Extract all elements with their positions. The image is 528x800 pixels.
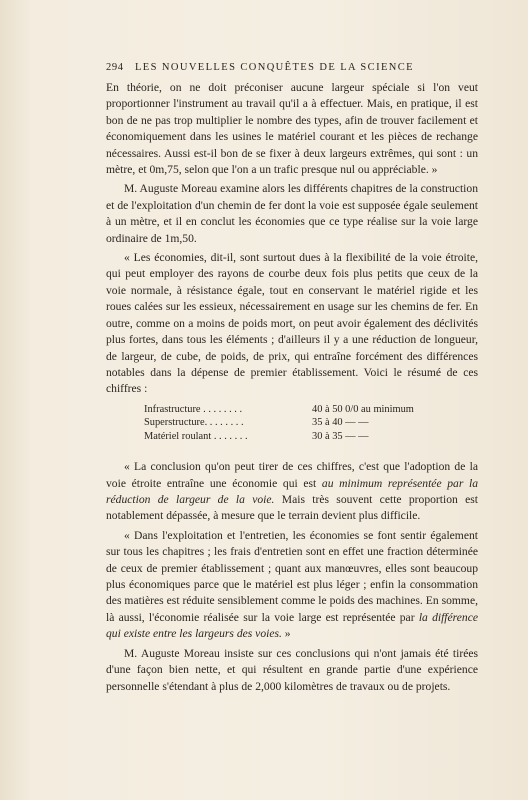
row-value: 40 à 50 0/0 au minimum — [312, 403, 414, 415]
paragraph-5-end: » — [281, 627, 291, 641]
paragraph-4-start: « La conclusion qu'on peut tirer de ces chiffres, c'est que l'adoption de la voie étroite entraîne une économie qui est — [106, 460, 478, 490]
row-value: 30 à 35 — — — [312, 430, 369, 442]
table-row — [144, 430, 478, 444]
paragraph-4-italic: au minimum représentée par la réduction de largeur de la voie. — [106, 476, 478, 507]
paragraph-6: M. Auguste Moreau insiste sur ces conclusions qui n'ont jamais été tirées d'une façon bien nette, et qui résultent en grande partie d'une expérience personnelle s'étendant à plus de 2,000 kilomètres de travaux ou de projets. — [106, 646, 478, 693]
table-row — [144, 403, 478, 417]
table-row — [144, 416, 478, 430]
paragraph-5-start: « Dans l'exploitation et l'entretien, les économies se font sentir également sur tous les chapitres ; les frais d'entretien sont en effet une fraction déterminée de ceux de premier établissement ; quant aux manœuvres, elles sont beaucoup plus économiques parce que le matériel est plus léger ; enfin la consommation des matières est réduite sensiblement comme le poids des machines. En somme, là aussi, l'économie réalisée sur la voie large est représentée par — [106, 528, 478, 624]
paragraph-5 — [106, 528, 478, 643]
paragraph-3: « Les économies, dit-il, sont surtout dues à la flexibilité de la voie étroite, qui peut employer des rayons de courbe deux fois plus petits que ceux de la voie normale, à résistance égale, tout en conservant le matériel rigide et les roues calées sur les essieux, nécessairement en usage sur les chemins de fer. En outre, comme on a moins de poids mort, on peut avoir également des déclivités plus fortes, dans tous les éléments ; d'ailleurs il y a une réduction de longueur, de largeur, de cube, de poids, de prix, qui entraîne forcément des différences notables dans la dépense de premier établissement. Voici le résumé de ces chiffres : — [106, 251, 478, 396]
paragraph-5-italic: la différence qui existe entre les largeurs des voies. — [106, 610, 478, 641]
page-body — [106, 80, 478, 695]
row-label: Infrastructure . . . . . . . . — [144, 403, 243, 415]
page-number: 294 — [106, 62, 124, 73]
row-label: Superstructure. . . . . . . . — [144, 417, 244, 429]
row-label: Matériel roulant . . . . . . . — [144, 430, 248, 442]
page-header — [106, 62, 478, 73]
figures-table — [144, 403, 478, 444]
running-title: LES NOUVELLES CONQUÊTES DE LA SCIENCE — [134, 62, 414, 73]
paragraph-4-end: Mais très souvent cette proportion est notablement dépassée, à mesure que le terrain devient plus difficile. — [106, 493, 479, 523]
paragraph-2: M. Auguste Moreau examine alors les différents chapitres de la construction et de l'exploitation d'un chemin de fer dont la voie est supposée égale seulement à un mètre, et il en conclut les économies que ce type réalise sur la voie large ordinaire de 1m,50. — [106, 182, 478, 245]
paragraph-4 — [106, 459, 478, 525]
paragraph-1: En théorie, on ne doit préconiser aucune largeur spéciale si l'on veut proportionner l'instrument au travail qu'il a à effectuer. Mais, en pratique, il est bon de ne pas trop multiplier le nombre des types, afin de trouver facilement et économiquement dans les usines le matériel courant et les pièces de rechange nécessaires. Aussi est-il bon de se fixer à deux largeurs extrêmes, qui sont : un mètre, et 0m,75, selon que l'on a un trafic presque nul ou appréciable. » — [106, 81, 478, 177]
row-value: 35 à 40 — — — [312, 417, 369, 429]
